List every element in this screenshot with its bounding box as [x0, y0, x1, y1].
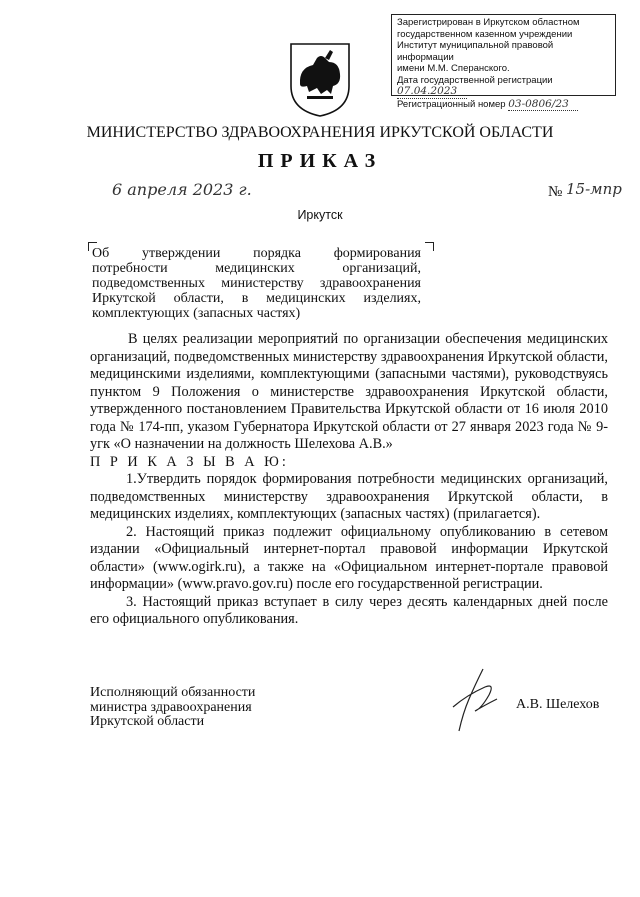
subject-line: подведомственных министерству здравоохранения: [92, 276, 421, 291]
stamp-line: государственном казенном учреждении: [397, 28, 573, 40]
stamp-date-row: [397, 75, 610, 99]
ministry-name: МИНИСТЕРСТВО ЗДРАВООХРАНЕНИЯ ИРКУТСКОЙ ОБЛАСТИ: [86, 124, 554, 141]
position-line: Исполняющий обязанности: [90, 685, 256, 700]
stamp-line: Институт муниципальной правовой информации: [397, 40, 554, 63]
order-item: 2. Настоящий приказ подлежит официальному опубликованию в сетевом издании «Официальный интернет-портал правовой информации Иркутской области» (www.ogirk.ru), а также на «Официальном интернет-портале правовой информации» (www.pravo.gov.ru) после его государственной регистрации.: [90, 523, 608, 592]
stamp-number-row: [397, 99, 610, 112]
order-item: 1.Утвердить порядок формирования потребности медицинских организаций, подведомственных министерству здравоохранения Иркутской области, в медицинских изделиях, комплектующих (запасных частях) (прилагается).: [90, 471, 608, 522]
registration-stamp: [391, 14, 616, 110]
city: Иркутск: [297, 208, 343, 222]
order-body: [90, 331, 608, 629]
signatory-position: [90, 686, 255, 730]
stamp-date-value: 07.04.2023: [397, 86, 467, 99]
subject-line: Иркутской области, в медицинских изделиях,: [92, 291, 421, 306]
stamp-date-label: Дата государственной регистрации: [397, 74, 553, 86]
subject-line: потребности медицинских организаций,: [92, 261, 421, 276]
coat-of-arms-icon: [287, 40, 353, 118]
order-subject: [92, 246, 421, 321]
preamble: В целях реализации мероприятий по организации обеспечения медицинских организаций, подведомственных министерству здравоохранения Иркутской области, медицинскими изделиями, комплектующими (запасными частями), руководствуясь пунктом 9 Положения о министерстве здравоохранения Иркутской области, утвержденного постановлением Правительства Иркутской области от 16 июля 2010 года № 174-пп, указом Губернатора Иркутской области от 27 января 2023 года № 9-угк «О назначении на должность Шелехова А.В.»: [90, 331, 608, 452]
handwritten-signature: [445, 665, 505, 735]
corner-bracket-right: [425, 242, 434, 251]
order-date: 6 апреля 2023 г.: [112, 180, 252, 199]
position-line: Иркутской области: [90, 714, 205, 729]
stamp-number-value: 03-0806/23: [508, 99, 578, 112]
order-word: П Р И К А З Ы В А Ю:: [90, 453, 289, 470]
subject-line: Об утверждении порядка формирования: [92, 246, 421, 261]
document-type: ПРИКАЗ: [257, 150, 383, 172]
signatory-name: А.В. Шелехов: [516, 697, 600, 712]
stamp-number-label: Регистрационный номер: [397, 98, 506, 110]
order-number: 15-мпр: [566, 180, 622, 198]
position-line: министра здравоохранения: [90, 699, 252, 715]
order-number-label: №: [548, 184, 563, 200]
stamp-line: Зарегистрирован в Иркутском областном: [397, 17, 580, 28]
subject-line: комплектующих (запасных частях): [92, 306, 301, 321]
order-item: 3. Настоящий приказ вступает в силу через десять календарных дней после его официального опубликования.: [90, 593, 608, 627]
stamp-line: имени М.М. Сперанского.: [397, 63, 510, 74]
